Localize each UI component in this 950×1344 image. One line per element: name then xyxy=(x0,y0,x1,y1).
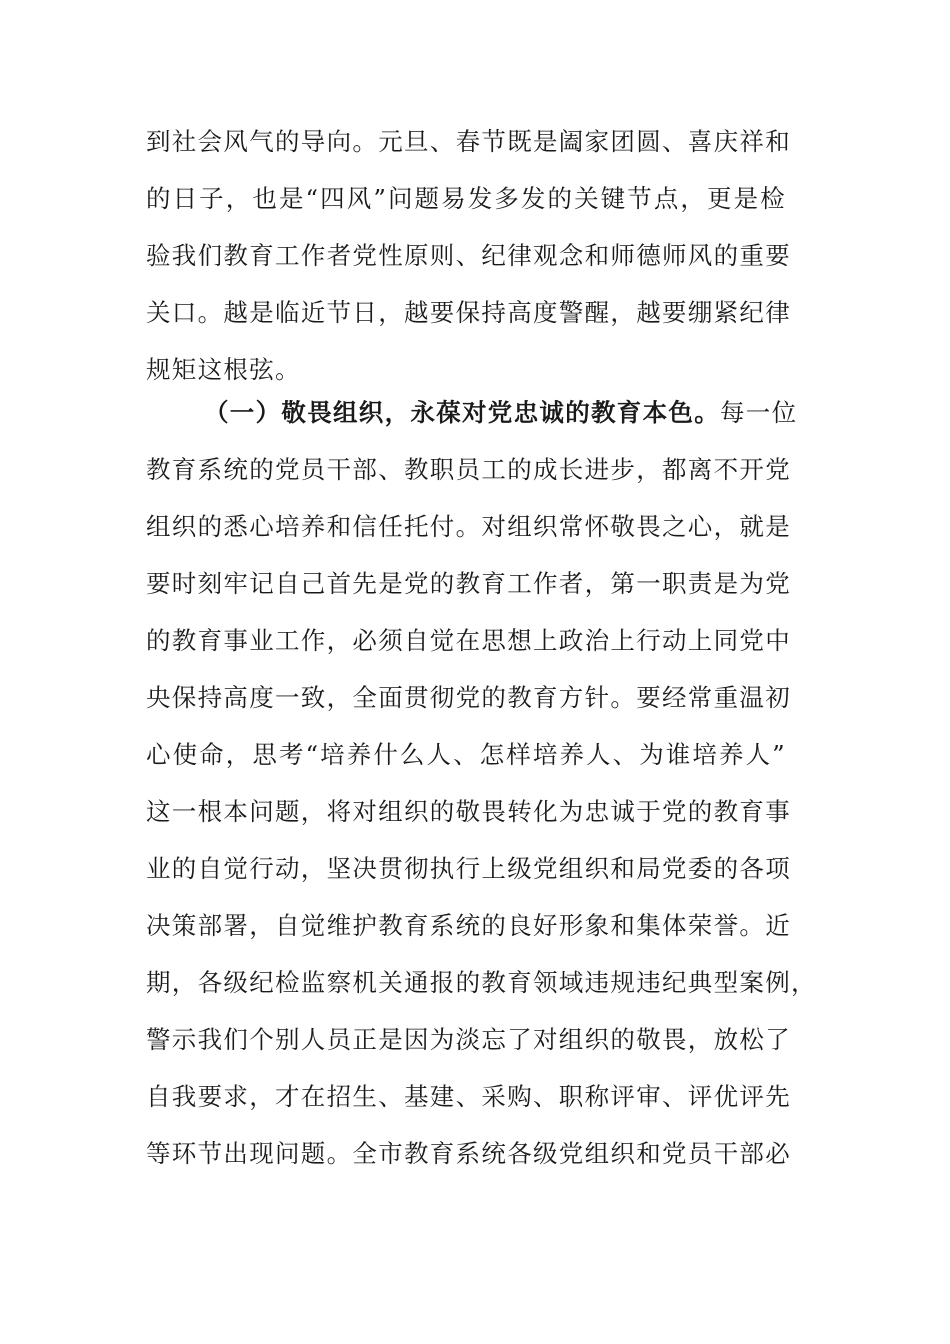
text-line: 关口。越是临近节日，越要保持高度警醒，越要绷紧纪律 xyxy=(146,298,791,327)
section-heading: （一）敬畏组织，永葆对党忠诚的教育本色。 xyxy=(204,398,720,427)
text-line: 自我要求，才在招生、基建、采购、职称评审、评优评先 xyxy=(146,1082,791,1111)
text-line: 期，各级纪检监察机关通报的教育领域违规违纪典型案例， xyxy=(146,968,817,997)
paragraph-section-one xyxy=(146,384,817,1182)
text-line: 的教育事业工作，必须自觉在思想上政治上行动上同党中 xyxy=(146,626,791,655)
text-line: 央保持高度一致，全面贯彻党的教育方针。要经常重温初 xyxy=(146,683,791,712)
text-line: 验我们教育工作者党性原则、纪律观念和师德师风的重要 xyxy=(146,241,791,270)
paragraph-intro xyxy=(146,113,791,398)
text-line: 的日子，也是“四风”问题易发多发的关键节点，更是检 xyxy=(146,184,786,213)
section-heading-tail: 每一位 xyxy=(720,398,798,427)
text-line: 警示我们个别人员正是因为淡忘了对组织的敬畏，放松了 xyxy=(146,1025,791,1054)
text-line: 组织的悉心培养和信任托付。对组织常怀敬畏之心，就是 xyxy=(146,512,791,541)
text-line: 要时刻牢记自己首先是党的教育工作者，第一职责是为党 xyxy=(146,569,791,598)
text-line: 决策部署，自觉维护教育系统的良好形象和集体荣誉。近 xyxy=(146,911,791,940)
text-line: 等环节出现问题。全市教育系统各级党组织和党员干部必 xyxy=(146,1139,791,1168)
text-line: 到社会风气的导向。元旦、春节既是阖家团圆、喜庆祥和 xyxy=(146,127,791,156)
text-line: 教育系统的党员干部、教职员工的成长进步，都离不开党 xyxy=(146,455,791,484)
text-line: 规矩这根弦。 xyxy=(146,355,301,384)
text-line: 这一根本问题，将对组织的敬畏转化为忠诚于党的教育事 xyxy=(146,797,791,826)
section-heading-line xyxy=(146,384,798,441)
text-line: 心使命，思考“培养什么人、怎样培养人、为谁培养人” xyxy=(146,740,786,769)
text-line: 业的自觉行动，坚决贯彻执行上级党组织和局党委的各项 xyxy=(146,854,791,883)
